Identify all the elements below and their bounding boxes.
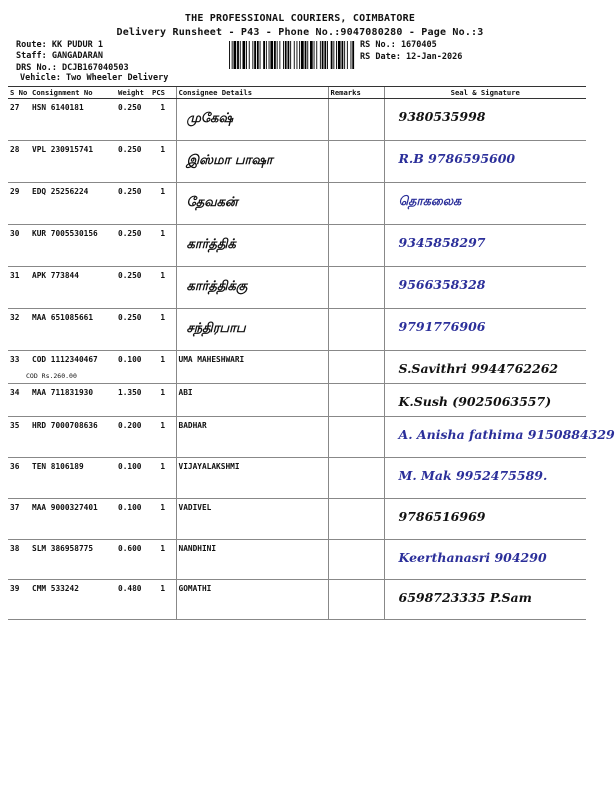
cell-seal-signature: தொகலைக	[384, 183, 586, 225]
rs-number-label: RS No.: 1670405	[360, 40, 437, 50]
cell-sno: 29	[8, 183, 30, 225]
table-row	[8, 99, 586, 141]
drs-label: DRS No.: DCJB167040503	[16, 63, 129, 73]
col-header-weight: Weight	[116, 87, 150, 99]
cell-consignee: கார்த்திக்	[176, 225, 328, 267]
cell-weight: 0.250	[116, 183, 150, 225]
cell-sno: 36	[8, 458, 30, 499]
cell-consignment-no: APK 773844	[30, 267, 116, 309]
cell-weight: 1.350	[116, 384, 150, 417]
staff-label: Staff: GANGADARAN	[16, 51, 103, 61]
table-row	[8, 225, 586, 267]
table-row	[8, 417, 586, 458]
cell-weight: 0.100	[116, 458, 150, 499]
cell-remarks	[328, 267, 384, 309]
cell-remarks	[328, 351, 384, 384]
col-header-consignment: Consignment No	[30, 87, 116, 99]
runsheet-table	[8, 86, 615, 620]
company-title: THE PROFESSIONAL COURIERS, COIMBATORE	[184, 13, 416, 24]
table-row	[8, 309, 586, 351]
cell-remarks	[328, 417, 384, 458]
table-row	[8, 267, 586, 309]
cell-remarks	[328, 580, 384, 620]
cell-weight: 0.250	[116, 99, 150, 141]
cell-seal-signature: 6598723335 P.Sam	[384, 580, 586, 620]
cell-consignment-no: EDQ 25256224	[30, 183, 116, 225]
cell-pcs: 1	[150, 183, 176, 225]
cell-weight: 0.100	[116, 351, 150, 384]
cell-sno: 27	[8, 99, 30, 141]
cell-consignment-no: MAA 711831930	[30, 384, 116, 417]
table-row	[8, 580, 586, 620]
cell-consignee: VIJAYALAKSHMI	[176, 458, 328, 499]
cell-pcs: 1	[150, 309, 176, 351]
table-row	[8, 141, 586, 183]
col-header-seal: Seal & Signature	[384, 87, 586, 99]
cell-weight: 0.600	[116, 540, 150, 580]
cell-sno: 31	[8, 267, 30, 309]
cell-consignment-no: VPL 230915741	[30, 141, 116, 183]
cell-sno: 39	[8, 580, 30, 620]
cell-consignee: தேவகன்	[176, 183, 328, 225]
route-label: Route: KK PUDUR 1	[16, 40, 103, 50]
cell-seal-signature: 9791776906	[384, 309, 586, 351]
vehicle-label: Vehicle: Two Wheeler Delivery	[20, 73, 169, 83]
table-row	[8, 351, 586, 384]
cell-weight: 0.250	[116, 141, 150, 183]
cell-pcs: 1	[150, 458, 176, 499]
cell-weight: 0.250	[116, 309, 150, 351]
cell-sno: 28	[8, 141, 30, 183]
cell-consignee: GOMATHI	[176, 580, 328, 620]
table-row	[8, 384, 586, 417]
cell-weight: 0.250	[116, 267, 150, 309]
cell-seal-signature: S.Savithri 9944762262	[384, 351, 586, 384]
consignment-number: COD 1112340467	[32, 355, 98, 364]
cell-consignee: NANDHINI	[176, 540, 328, 580]
cell-consignment-no: MAA 9000327401	[30, 499, 116, 540]
cell-seal-signature: Keerthanasri 904290	[384, 540, 586, 580]
cell-pcs: 1	[150, 499, 176, 540]
cell-pcs: 1	[150, 99, 176, 141]
cell-pcs: 1	[150, 267, 176, 309]
table-row	[8, 540, 586, 580]
cell-remarks	[328, 225, 384, 267]
cell-consignee: VADIVEL	[176, 499, 328, 540]
cell-consignee: UMA MAHESHWARI	[176, 351, 328, 384]
rs-date-label: RS Date: 12-Jan-2026	[360, 52, 463, 62]
cell-pcs: 1	[150, 540, 176, 580]
cod-amount: COD Rs.260.00	[26, 372, 77, 380]
cell-sno: 30	[8, 225, 30, 267]
cell-seal-signature: A. Anisha fathima 9150884329	[384, 417, 586, 458]
cell-remarks	[328, 458, 384, 499]
cell-sno: 34	[8, 384, 30, 417]
cell-weight: 0.200	[116, 417, 150, 458]
cell-sno: 33	[8, 351, 30, 384]
table-row	[8, 458, 586, 499]
col-header-remarks: Remarks	[328, 87, 384, 99]
col-header-pcs: PCS	[150, 87, 176, 99]
cell-consignment-no: KUR 7005530156	[30, 225, 116, 267]
cell-sno: 35	[8, 417, 30, 458]
cell-sno: 37	[8, 499, 30, 540]
cell-consignee: கார்த்திக்கு	[176, 267, 328, 309]
cell-pcs: 1	[150, 417, 176, 458]
cell-weight: 0.100	[116, 499, 150, 540]
cell-seal-signature: 9345858297	[384, 225, 586, 267]
cell-pcs: 1	[150, 225, 176, 267]
cell-consignment-no: HRD 7000708636	[30, 417, 116, 458]
cell-consignee: ABI	[176, 384, 328, 417]
cell-seal-signature: M. Mak 9952475589.	[384, 458, 586, 499]
cell-weight: 0.480	[116, 580, 150, 620]
table-header-row	[8, 87, 586, 99]
cell-consignment-no: HSN 6140181	[30, 99, 116, 141]
runsheet-subtitle: Delivery Runsheet - P43 - Phone No.:9047080280 - Page No.:3	[116, 27, 484, 38]
cell-remarks	[328, 540, 384, 580]
cell-seal-signature: 9566358328	[384, 267, 586, 309]
cell-remarks	[328, 183, 384, 225]
cell-sno: 32	[8, 309, 30, 351]
cell-pcs: 1	[150, 384, 176, 417]
cell-seal-signature: R.B 9786595600	[384, 141, 586, 183]
cell-pcs: 1	[150, 141, 176, 183]
cell-remarks	[328, 384, 384, 417]
cell-consignment-no: SLM 386958775	[30, 540, 116, 580]
cell-remarks	[328, 141, 384, 183]
cell-seal-signature: 9380535998	[384, 99, 586, 141]
cell-consignee: BADHAR	[176, 417, 328, 458]
cell-seal-signature: 9786516969	[384, 499, 586, 540]
cell-consignment-no: MAA 651085661	[30, 309, 116, 351]
table-row	[8, 183, 586, 225]
cell-weight: 0.250	[116, 225, 150, 267]
cell-consignment-no	[26, 351, 116, 384]
cell-remarks	[328, 99, 384, 141]
cell-consignment-no: CMM 533242	[30, 580, 116, 620]
cell-remarks	[328, 309, 384, 351]
cell-seal-signature: K.Sush (9025063557)	[384, 384, 586, 417]
table-row	[8, 499, 586, 540]
cell-consignee: முகேஷ்	[176, 99, 328, 141]
cell-sno: 38	[8, 540, 30, 580]
cell-pcs: 1	[150, 351, 176, 384]
col-header-consignee: Consignee Details	[176, 87, 328, 99]
cell-consignment-no: TEN 8106189	[30, 458, 116, 499]
cell-consignee: சந்திரபாப	[176, 309, 328, 351]
cell-pcs: 1	[150, 580, 176, 620]
col-header-sno: S No	[8, 87, 30, 99]
barcode-image	[229, 41, 354, 69]
cell-remarks	[328, 499, 384, 540]
cell-consignee: இஸ்மா பாஷா	[176, 141, 328, 183]
